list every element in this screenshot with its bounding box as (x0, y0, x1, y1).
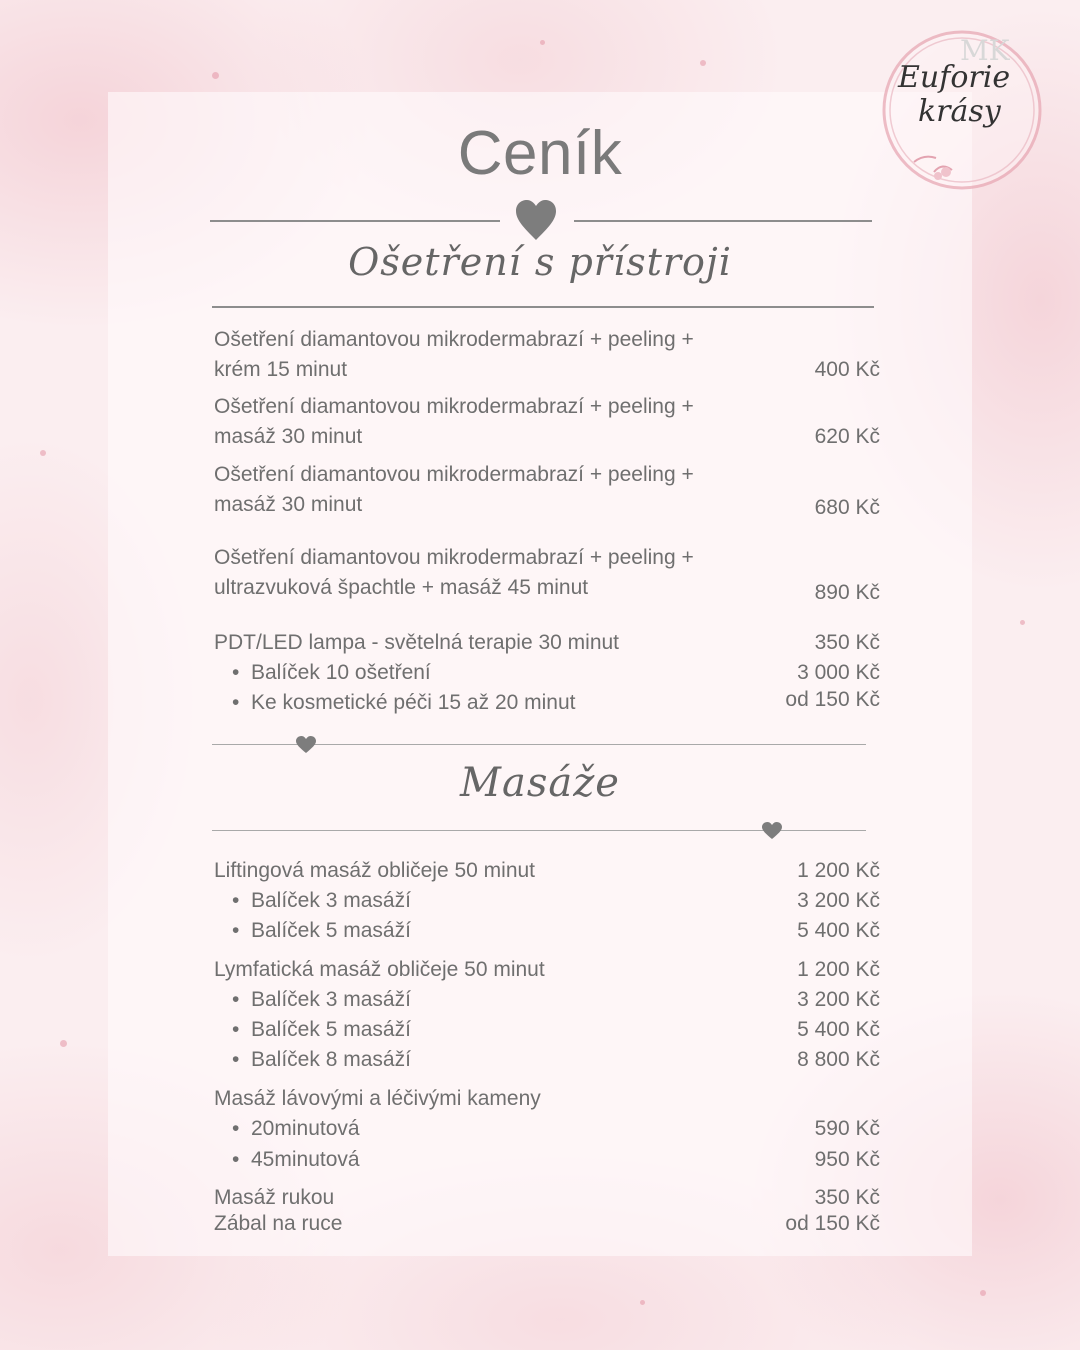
bullet-icon: • (232, 661, 240, 684)
item-price: 1 200 Kč (797, 958, 880, 981)
item-name: Liftingová masáž obličeje 50 minut (214, 859, 536, 882)
sub-item-price: 3 000 Kč (797, 661, 880, 684)
bullet-icon: • (232, 691, 240, 714)
divider-line (210, 220, 500, 222)
sub-item-name: Balíček 8 masáží (251, 1048, 411, 1071)
logo-monogram: MK (960, 34, 1010, 67)
item-name: PDT/LED lampa - světelná terapie 30 minut (214, 631, 620, 654)
sub-item (232, 1015, 880, 1045)
list-item (214, 1209, 880, 1239)
item-price: 400 Kč (814, 358, 880, 381)
item-name: Ošetření diamantovou mikrodermabrazí + peeling + krém 15 minut (214, 328, 694, 381)
paint-speck (1020, 620, 1025, 625)
sub-item (232, 916, 880, 946)
item-price: 350 Kč (814, 1186, 880, 1209)
paint-speck (40, 450, 46, 456)
divider-line (574, 220, 872, 222)
divider-line (212, 306, 874, 308)
paint-speck (60, 1040, 67, 1047)
item-price: 680 Kč (814, 496, 880, 519)
sub-item (232, 1114, 880, 1144)
heart-icon (762, 822, 782, 840)
list-item (214, 856, 880, 886)
list-item (214, 955, 880, 985)
sub-item (232, 985, 880, 1015)
item-name: Ošetření diamantovou mikrodermabrazí + peeling + masáž 30 minut (214, 395, 694, 448)
sub-item-name: Balíček 5 masáží (251, 1018, 411, 1041)
sub-item-price: 3 200 Kč (797, 889, 880, 912)
sub-item-price: 5 400 Kč (797, 1018, 880, 1041)
sub-item-name: 20minutová (251, 1117, 360, 1140)
sub-item (232, 658, 880, 688)
sub-item-name: Balíček 10 ošetření (251, 661, 431, 684)
sub-item-price: 5 400 Kč (797, 919, 880, 942)
sub-item-name: Ke kosmetické péči 15 až 20 minut (251, 691, 576, 714)
list-item (214, 628, 880, 658)
paint-speck (212, 72, 219, 79)
item-price: od 150 Kč (785, 1212, 880, 1235)
item-name: Zábal na ruce (214, 1212, 343, 1235)
sub-item-name: Balíček 3 masáží (251, 889, 411, 912)
item-price: 890 Kč (814, 581, 880, 604)
list-item (214, 543, 880, 603)
item-price: 350 Kč (814, 631, 880, 654)
bullet-icon: • (232, 988, 240, 1011)
logo-text-line2: krásy (918, 94, 1001, 129)
bullet-icon: • (232, 889, 240, 912)
sub-item (232, 1145, 880, 1175)
item-name: Masáž lávovými a léčivými kameny (214, 1087, 541, 1110)
bullet-icon: • (232, 1018, 240, 1041)
page-title: Ceník (457, 119, 623, 188)
section-heading-massages: Masáže (460, 760, 620, 806)
sub-item (232, 886, 880, 916)
paint-speck (540, 40, 545, 45)
item-name: Ošetření diamantovou mikrodermabrazí + peeling + ultrazvuková špachtle + masáž 45 minut (214, 546, 694, 599)
heart-icon (516, 200, 556, 242)
sub-item-name: 45minutová (251, 1148, 360, 1171)
sub-item-price: 590 Kč (814, 1117, 880, 1140)
paint-speck (640, 1300, 645, 1305)
list-item (214, 1084, 880, 1114)
bullet-icon: • (232, 1117, 240, 1140)
item-name: Masáž rukou (214, 1186, 335, 1209)
sub-item-price: 8 800 Kč (797, 1048, 880, 1071)
bullet-icon: • (232, 1148, 240, 1171)
paint-speck (980, 1290, 986, 1296)
bullet-icon: • (232, 919, 240, 942)
heart-icon (296, 736, 316, 754)
sub-item-price: od 150 Kč (785, 688, 880, 711)
sub-item (232, 1045, 880, 1075)
item-name: Ošetření diamantovou mikrodermabrazí + peeling + masáž 30 minut (214, 463, 694, 516)
bullet-icon: • (232, 1048, 240, 1071)
list-item (214, 392, 880, 452)
sub-item-name: Balíček 5 masáží (251, 919, 411, 942)
item-price: 620 Kč (814, 425, 880, 448)
item-name: Lymfatická masáž obličeje 50 minut (214, 958, 545, 981)
list-item (214, 460, 880, 520)
sub-item-price: 3 200 Kč (797, 988, 880, 1011)
sub-item (232, 688, 880, 718)
item-price: 1 200 Kč (797, 859, 880, 882)
logo-text-line1: Euforie (898, 60, 1011, 95)
sub-item-price: 950 Kč (814, 1148, 880, 1171)
sub-item-name: Balíček 3 masáží (251, 988, 411, 1011)
section-heading-devices: Ošetření s přístroji (348, 240, 732, 284)
list-item (214, 325, 880, 385)
paint-speck (700, 60, 706, 66)
